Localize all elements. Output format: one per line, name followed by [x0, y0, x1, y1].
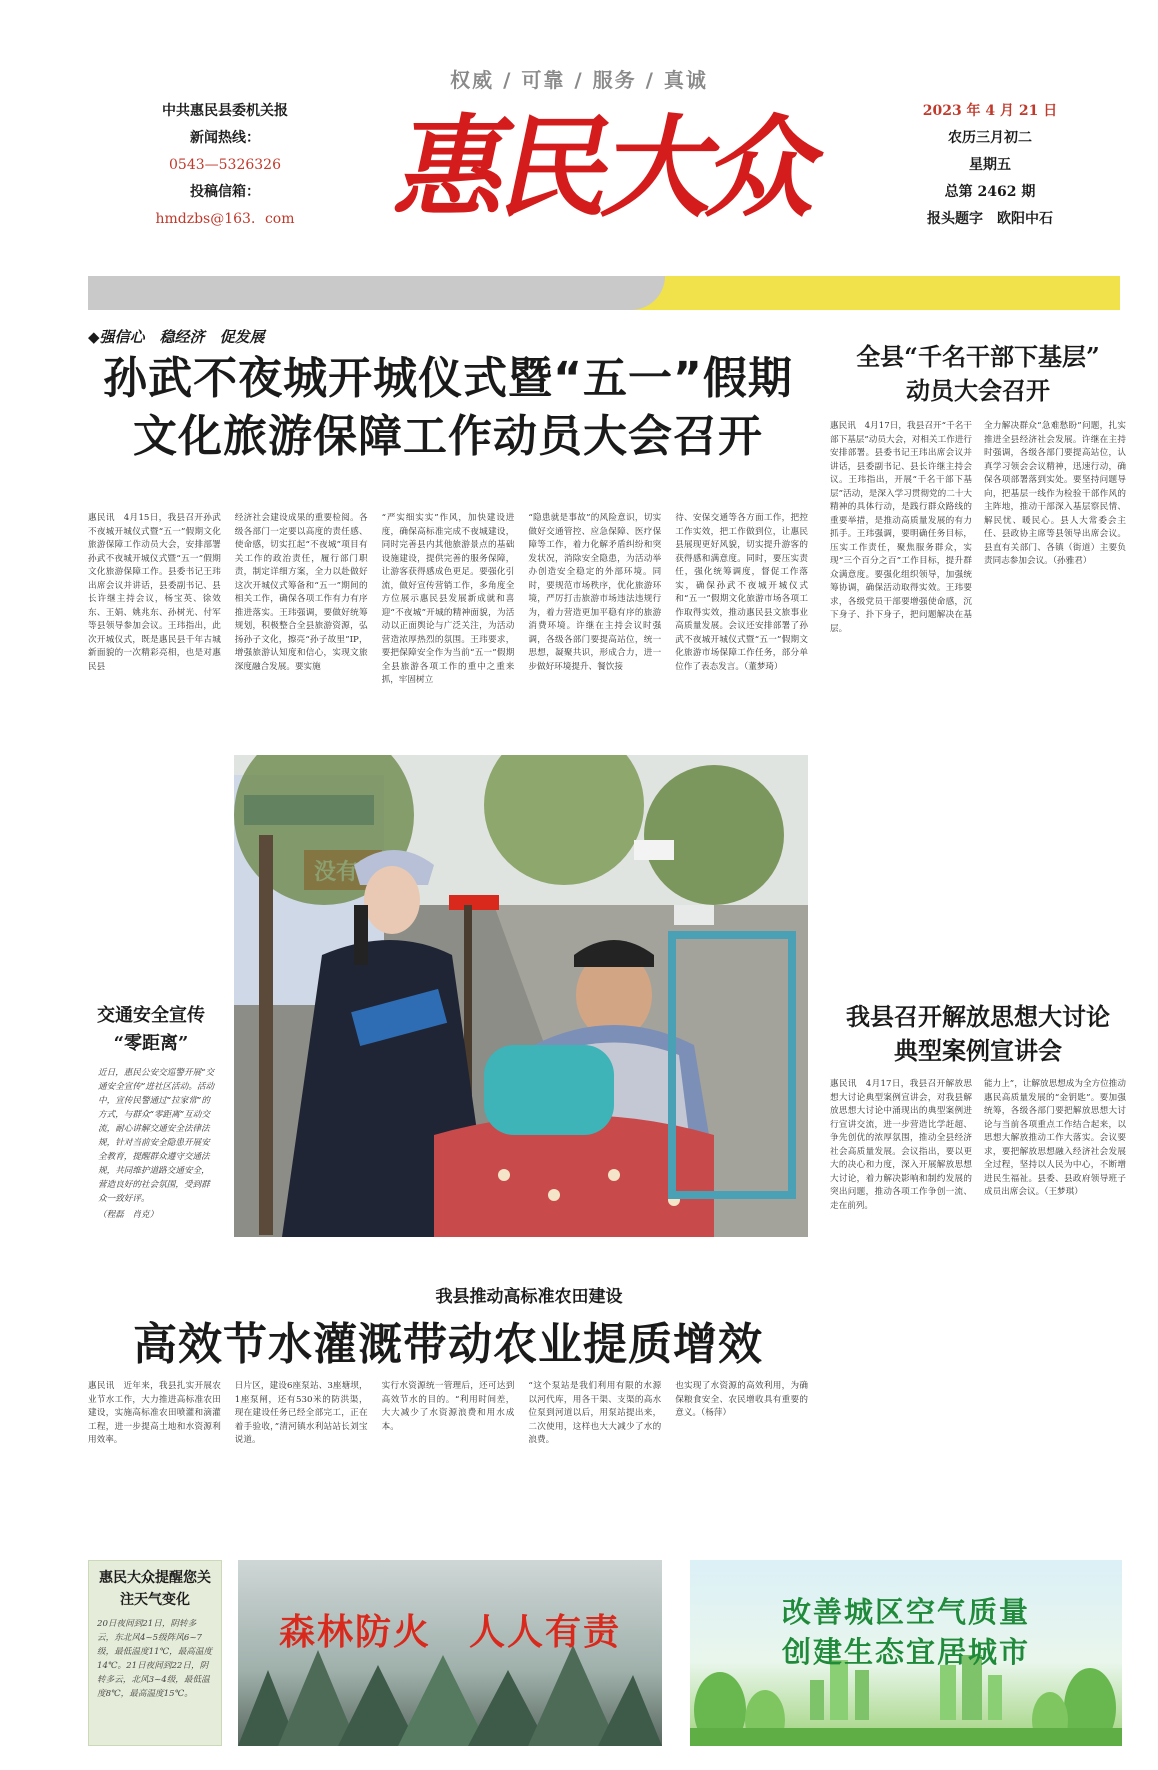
farm-column: 惠民讯 近年来，我县扎实开展农业节水工作，大力推进高标准农田建设，实施高标准农田喷灌和滴灌工程，进一步提高土地和水资源利用效率。 [88, 1381, 221, 1445]
farm-subtitle: 我县推动高标准农田建设 [435, 1287, 623, 1307]
lead-column: 惠民讯 4月15日，我县召开孙武不夜城开城仪式暨“五一”假期文化旅游保障工作动员大会，安排部署孙武不夜城开城仪式暨“五一”假期文化旅游保障工作。县委书记王玮出席会议并讲话，县委副书记、县长许继主持会议，杨宝英、徐效东、王娟、姚兆东、孙树光、付军等县领导参加会议。王玮指出，此次开城仪式，既是惠民县千年古城新面貌的一次精彩亮相，也是对惠民县 [88, 513, 221, 672]
email-address: hmdzbs@163．com [155, 211, 295, 227]
header-slogan: 权威 / 可靠 / 服务 / 真诚 [450, 68, 708, 92]
farm-column: 实行水资源统一管理后，还可达到高效节水的目的。“利用时间差，大大减少了水资源浪费和用水成本。 [381, 1381, 515, 1432]
weather-body: 20日夜间到21日，阴转多云，东北风4~5级阵风6~7级，最低温度11℃，最高温度14℃。21日夜间到22日，阴转多云，北风3~4级，最低温度8℃，最高温度15℃。 [97, 1619, 213, 1699]
right2-column: 能力上”，让解放思想成为全方位推动惠民高质量发展的“金钥匙”。要加强统筹，各级各部门要把解放思想大讨论与当前各项重点工作结合起来，以思想大解放推动工作大落实。会议要求，要把解放思想融入经济社会发展全过程，坚持以人民为中心，不断增进民生福祉。县委、县政府领导班子成员出席会议。（王梦琪） [984, 1079, 1126, 1197]
lead-kicker: ◆强信心 稳经济 促发展 [88, 328, 265, 346]
weekday: 星期五 [969, 157, 1011, 173]
lead-headline-line2: 文化旅游保障工作动员大会召开 [133, 411, 763, 462]
hotline-number: 0543—5326326 [169, 157, 281, 173]
side-credit: （程磊 肖克） [98, 1210, 159, 1220]
right1-column: 全力解决群众“急难愁盼”问题，扎实推进全县经济社会发展。许继在主持时强调，各级各部门要提高站位，认真学习领会会议精神，迅速行动，确保各项部署落到实处。要坚持问题导向，把基层一线作为检验干部作风的主阵地，推动干部深入基层察民情、解民忧、暖民心。县人大常委会主任、县政协主席等县领导出席会议。县直有关部门、各镇（街道）主要负责同志参加会议。（孙雅君） [984, 421, 1126, 566]
side-headline[interactable] [88, 1002, 214, 1058]
header-right-info [910, 98, 1070, 233]
header-divider-yellow [585, 276, 1120, 310]
right1-column: 惠民讯 4月17日，我县召开“千名干部下基层”动员大会，对相关工作进行安排部署。县委书记王玮出席会议并讲话，县委副书记、县长许继主持会议。王玮指出，开展“千名干部下基层”活动，是深入学习贯彻党的二十大精神的具体行动，是践行群众路线的重要举措，是推动高质量发展的有力抓手。王玮强调，要明确任务目标，压实工作责任，聚焦服务群众，实现“三个百分之百”工作目标，提升群众满意度。要强化组织领导，加强统筹协调，确保活动取得实效。王玮要求，各级党员干部要增强使命感，沉下身子、扑下身子，把问题解决在基层。 [830, 421, 972, 634]
forest-fire-slogan: 森林防火 人人有责 [278, 1612, 621, 1653]
lead-headline-line1: 孙武不夜城开城仪式暨“五一”假期 [103, 353, 793, 404]
right1-headline-line1: 全县“千名干部下基层” [856, 342, 1100, 371]
side-body [98, 1066, 218, 1222]
right2-headline[interactable] [830, 1000, 1126, 1068]
air-quality-slogan-line1: 改善城区空气质量 [781, 1595, 1030, 1629]
lead-column: 经济社会建设成果的重要检阅。各级各部门一定要以高度的责任感、使命感，切实扛起“不夜城”项目有关工作的政治责任，履行部门职责，制定详细方案，全力以赴做好这次开城仪式筹备和“五一”期间的相关工作，确保各项工作有力有序推进落实。王玮强调，要做好统筹规划，积极整合全县旅游资源，弘扬孙子文化，擦亮“孙子故里”IP，增强旅游认知度和信心，实现文旅深度融合发展。要实施 [234, 513, 368, 672]
right2-column: 惠民讯 4月17日，我县召开解放思想大讨论典型案例宣讲会，对我县解放思想大讨论中涌现出的典型案例进行宣讲交流，进一步营造比学赶超、争先创优的浓厚氛围，推动全县经济社会高质量发展。会议指出，要以更大的决心和力度，深入开展解放思想大讨论，着力解决影响和制约发展的突出问题，推动各项工作争创一流、走在前列。 [830, 1079, 972, 1211]
right1-headline-line2: 动员大会召开 [906, 376, 1050, 405]
lead-column: “隐患就是事故”的风险意识，切实做好交通管控、应急保障、医疗保障等工作，着力化解矛盾纠纷和突发状况，消除安全隐患，为活动举办创造安全稳定的外部环境。同时，要规范市场秩序，优化旅游环境，严厉打击旅游市场违法违规行为，着力营造更加平稳有序的旅游消费环境。许继在主持会议时强调，各级各部门要提高站位，统一思想，凝聚共识，形成合力，进一步做好环境提升、餐饮接 [528, 513, 662, 672]
lead-column: “严实细实实”作风，加快建设进度，确保高标准完成不夜城建设，同时完善县内其他旅游景点的基础设施建设，提供完善的服务保障，让游客获得感成色更足。要强化引流，做好宣传营销工作，多角度全方位展示惠民县发展新成就和喜迎“不夜城”开城的精神面貌，为活动以正面舆论与广泛关注，为活动营造浓厚热烈的氛围。王玮要求，要把保障安全作为当前“五一”假期全县旅游各项工作的重中之重来抓，牢固树立 [381, 513, 515, 685]
lunar-date: 农历三月初二 [948, 130, 1032, 146]
forest-fire-banner[interactable] [238, 1560, 662, 1746]
farm-body [88, 1380, 808, 1530]
issue-date: 2023 年 4 月 21 日 [922, 103, 1058, 119]
header-org: 中共惠民县委机关报 [162, 103, 288, 119]
farm-column: “这个泵站是我们利用有限的水源以河代库，用各干渠、支渠的高水位泵到河道以后，用泵站提出来，二次使用，这样也大大减少了水的浪费。 [528, 1381, 662, 1445]
right1-body [830, 420, 1126, 980]
masthead-title: 惠民大众 [386, 103, 830, 232]
lead-column: 待、安保交通等各方面工作，把控工作实效，把工作做到位，让惠民县展现更好风貌，切实提升游客的获得感和满意度。同时，要压实责任，强化统筹调度，督促工作落实，确保孙武不夜城开城仪式和“五一”假期文化旅游市场各项工作取得实效，推动惠民县文旅事业高质量发展。会议还安排部署了孙武不夜城开城仪式暨“五一”假期文化旅游市场保障工作任务，部分单位作了表态发言。（董梦琦） [675, 513, 808, 672]
issue-number: 总第 2462 期 [944, 184, 1036, 200]
news-photo[interactable] [234, 755, 808, 1237]
weather-box [88, 1560, 222, 1746]
inscription: 报头题字 欧阳中石 [927, 211, 1053, 227]
weather-title: 惠民大众提醒您关注天气变化 [99, 1570, 211, 1608]
right2-body [830, 1078, 1126, 1530]
air-quality-banner[interactable] [690, 1560, 1122, 1746]
air-quality-slogan-line2: 创建生态宜居城市 [781, 1635, 1030, 1669]
hotline-label: 新闻热线： [190, 130, 260, 146]
side-headline-line2: “零距离” [113, 1033, 189, 1054]
lead-headline[interactable] [88, 350, 808, 466]
farm-column: 日片区，建设6座泵站、3座塘坝，1座泵闸，还有530米的防洪渠，现在建设任务已经全部完工，正在着手验收，”清河镇水利站站长刘宝说道。 [234, 1381, 368, 1445]
farm-column: 也实现了水资源的高效利用，为确保粮食安全、农民增收具有重要的意义。（杨萍） [675, 1381, 808, 1418]
right1-headline[interactable] [830, 340, 1126, 408]
side-body-text: 近日，惠民公安交巡警开展“交通安全宣传”进社区活动。活动中，宣传民警通过“拉家常”的方式，与群众“零距离”互动交流，耐心讲解交通安全法律法规，针对当前安全隐患开展安全教育，提醒群众遵守交通法规，共同维护道路交通安全，营造良好的社会氛围，受到群众一致好评。 [98, 1068, 215, 1204]
lead-body [88, 512, 808, 692]
side-headline-line1: 交通安全宣传 [97, 1005, 205, 1026]
right2-headline-line1: 我县召开解放思想大讨论 [846, 1002, 1110, 1031]
farm-headline[interactable]: 高效节水灌溉带动农业提质增效 [133, 1319, 763, 1370]
right2-headline-line2: 典型案例宣讲会 [894, 1036, 1062, 1065]
email-label: 投稿信箱： [190, 184, 260, 200]
header-left-info [140, 98, 310, 233]
